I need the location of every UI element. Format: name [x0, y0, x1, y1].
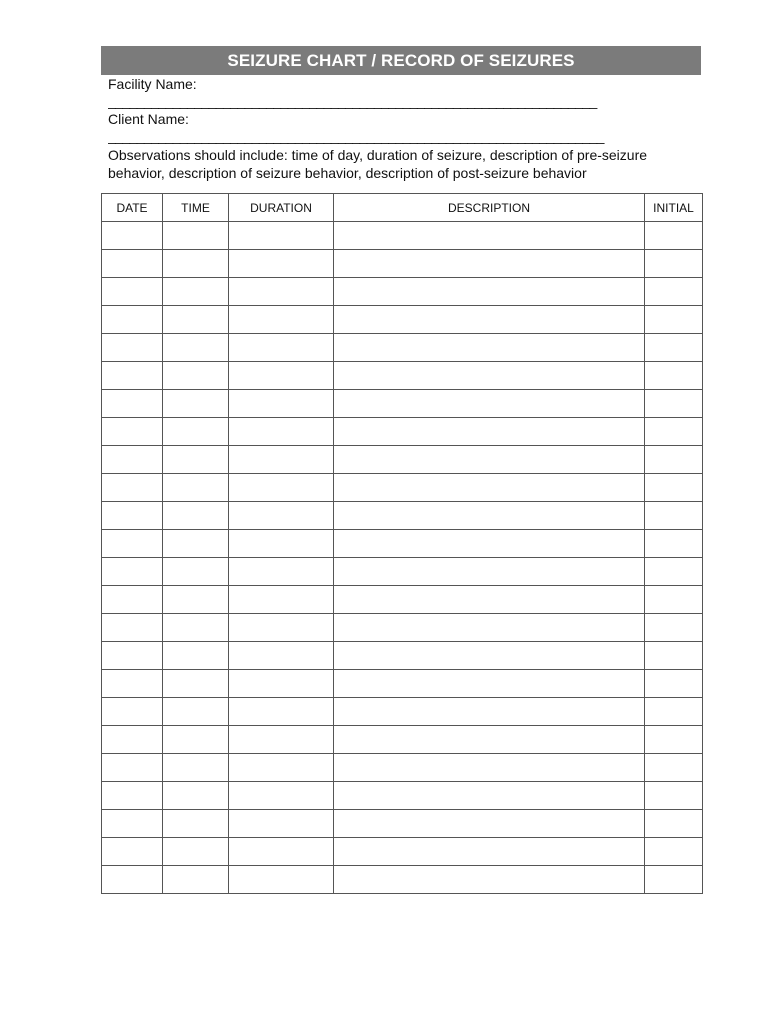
cell-initial[interactable]: [645, 586, 703, 614]
table-row: [102, 586, 703, 614]
observations-instructions: Observations should include: time of day, duration of seizure, description of pre-seizure behavior, description of seizure behavior, description of post-seizure behavior: [108, 147, 648, 181]
cell-duration[interactable]: [229, 474, 334, 502]
cell-time[interactable]: [163, 250, 229, 278]
cell-date[interactable]: [102, 866, 163, 894]
cell-date[interactable]: [102, 334, 163, 362]
cell-time[interactable]: [163, 698, 229, 726]
cell-initial[interactable]: [645, 418, 703, 446]
cell-date[interactable]: [102, 278, 163, 306]
cell-initial[interactable]: [645, 362, 703, 390]
cell-duration[interactable]: [229, 502, 334, 530]
form-title: SEIZURE CHART / RECORD OF SEIZURES: [101, 46, 701, 75]
cell-description[interactable]: [334, 642, 645, 670]
cell-initial[interactable]: [645, 614, 703, 642]
cell-date[interactable]: [102, 754, 163, 782]
cell-time[interactable]: [163, 502, 229, 530]
cell-date[interactable]: [102, 670, 163, 698]
cell-initial[interactable]: [645, 306, 703, 334]
cell-description[interactable]: [334, 698, 645, 726]
column-header-date: DATE: [102, 194, 163, 222]
table-row: [102, 250, 703, 278]
seizure-chart-form: [101, 46, 701, 182]
table-row: [102, 306, 703, 334]
cell-description[interactable]: [334, 418, 645, 446]
cell-initial[interactable]: [645, 250, 703, 278]
cell-initial[interactable]: [645, 866, 703, 894]
cell-description[interactable]: [334, 278, 645, 306]
cell-duration[interactable]: [229, 810, 334, 838]
table-row: [102, 558, 703, 586]
cell-duration[interactable]: [229, 558, 334, 586]
seizure-record-table: [101, 193, 703, 894]
cell-duration[interactable]: [229, 446, 334, 474]
cell-initial[interactable]: [645, 530, 703, 558]
facility-name-label: Facility Name:: [108, 76, 197, 92]
cell-duration[interactable]: [229, 642, 334, 670]
cell-time[interactable]: [163, 390, 229, 418]
cell-date[interactable]: [102, 530, 163, 558]
cell-initial[interactable]: [645, 390, 703, 418]
cell-date[interactable]: [102, 810, 163, 838]
cell-duration[interactable]: [229, 530, 334, 558]
table-row: [102, 390, 703, 418]
cell-time[interactable]: [163, 530, 229, 558]
cell-time[interactable]: [163, 306, 229, 334]
table-header-row: [102, 194, 703, 222]
cell-initial[interactable]: [645, 642, 703, 670]
cell-duration[interactable]: [229, 866, 334, 894]
facility-name-line[interactable]: ____________________________________________________________________: [108, 93, 597, 109]
cell-duration[interactable]: [229, 754, 334, 782]
cell-time[interactable]: [163, 222, 229, 250]
table-row: [102, 502, 703, 530]
cell-description[interactable]: [334, 222, 645, 250]
table-row: [102, 810, 703, 838]
cell-description[interactable]: [334, 586, 645, 614]
cell-initial[interactable]: [645, 334, 703, 362]
client-name-line[interactable]: _____________________________________________________________________: [108, 128, 604, 144]
cell-duration[interactable]: [229, 362, 334, 390]
cell-time[interactable]: [163, 810, 229, 838]
table-row: [102, 698, 703, 726]
cell-time[interactable]: [163, 614, 229, 642]
cell-date[interactable]: [102, 222, 163, 250]
client-name-label: Client Name:: [108, 111, 189, 127]
table-row: [102, 838, 703, 866]
cell-time[interactable]: [163, 838, 229, 866]
cell-date[interactable]: [102, 418, 163, 446]
cell-time[interactable]: [163, 726, 229, 754]
cell-initial[interactable]: [645, 502, 703, 530]
cell-date[interactable]: [102, 446, 163, 474]
cell-description[interactable]: [334, 754, 645, 782]
cell-duration[interactable]: [229, 334, 334, 362]
cell-time[interactable]: [163, 642, 229, 670]
cell-date[interactable]: [102, 558, 163, 586]
cell-initial[interactable]: [645, 278, 703, 306]
column-header-description: DESCRIPTION: [334, 194, 645, 222]
cell-duration[interactable]: [229, 670, 334, 698]
table-row: [102, 446, 703, 474]
column-header-initial: INITIAL: [645, 194, 703, 222]
cell-date[interactable]: [102, 838, 163, 866]
cell-time[interactable]: [163, 474, 229, 502]
cell-description[interactable]: [334, 866, 645, 894]
cell-date[interactable]: [102, 642, 163, 670]
cell-initial[interactable]: [645, 782, 703, 810]
table-row: [102, 278, 703, 306]
table-body: [102, 222, 703, 894]
cell-initial[interactable]: [645, 446, 703, 474]
cell-duration[interactable]: [229, 306, 334, 334]
cell-initial[interactable]: [645, 558, 703, 586]
cell-description[interactable]: [334, 726, 645, 754]
cell-time[interactable]: [163, 362, 229, 390]
cell-time[interactable]: [163, 418, 229, 446]
cell-time[interactable]: [163, 334, 229, 362]
table-row: [102, 530, 703, 558]
cell-initial[interactable]: [645, 670, 703, 698]
cell-time[interactable]: [163, 558, 229, 586]
cell-description[interactable]: [334, 390, 645, 418]
cell-duration[interactable]: [229, 250, 334, 278]
table-row: [102, 642, 703, 670]
cell-date[interactable]: [102, 782, 163, 810]
cell-duration[interactable]: [229, 726, 334, 754]
cell-description[interactable]: [334, 334, 645, 362]
cell-initial[interactable]: [645, 726, 703, 754]
cell-description[interactable]: [334, 446, 645, 474]
cell-duration[interactable]: [229, 586, 334, 614]
column-header-time: TIME: [163, 194, 229, 222]
table-row: [102, 362, 703, 390]
cell-description[interactable]: [334, 474, 645, 502]
cell-duration[interactable]: [229, 278, 334, 306]
cell-time[interactable]: [163, 278, 229, 306]
cell-duration[interactable]: [229, 614, 334, 642]
cell-initial[interactable]: [645, 222, 703, 250]
cell-date[interactable]: [102, 250, 163, 278]
cell-description[interactable]: [334, 306, 645, 334]
cell-description[interactable]: [334, 838, 645, 866]
cell-description[interactable]: [334, 250, 645, 278]
cell-date[interactable]: [102, 306, 163, 334]
cell-description[interactable]: [334, 530, 645, 558]
cell-description[interactable]: [334, 362, 645, 390]
table-row: [102, 670, 703, 698]
cell-description[interactable]: [334, 810, 645, 838]
cell-initial[interactable]: [645, 474, 703, 502]
table-row: [102, 726, 703, 754]
cell-duration[interactable]: [229, 782, 334, 810]
cell-time[interactable]: [163, 754, 229, 782]
table-row: [102, 754, 703, 782]
cell-time[interactable]: [163, 866, 229, 894]
cell-time[interactable]: [163, 446, 229, 474]
column-header-duration: DURATION: [229, 194, 334, 222]
cell-duration[interactable]: [229, 838, 334, 866]
cell-description[interactable]: [334, 502, 645, 530]
cell-date[interactable]: [102, 586, 163, 614]
cell-date[interactable]: [102, 362, 163, 390]
cell-initial[interactable]: [645, 838, 703, 866]
cell-duration[interactable]: [229, 418, 334, 446]
cell-description[interactable]: [334, 782, 645, 810]
cell-initial[interactable]: [645, 698, 703, 726]
cell-time[interactable]: [163, 670, 229, 698]
table-row: [102, 866, 703, 894]
cell-time[interactable]: [163, 782, 229, 810]
cell-date[interactable]: [102, 726, 163, 754]
cell-date[interactable]: [102, 502, 163, 530]
cell-description[interactable]: [334, 670, 645, 698]
cell-duration[interactable]: [229, 698, 334, 726]
table-row: [102, 418, 703, 446]
table-row: [102, 474, 703, 502]
table-row: [102, 782, 703, 810]
cell-initial[interactable]: [645, 754, 703, 782]
cell-time[interactable]: [163, 586, 229, 614]
cell-date[interactable]: [102, 474, 163, 502]
table-row: [102, 614, 703, 642]
cell-description[interactable]: [334, 558, 645, 586]
cell-duration[interactable]: [229, 390, 334, 418]
cell-date[interactable]: [102, 390, 163, 418]
cell-duration[interactable]: [229, 222, 334, 250]
table-row: [102, 334, 703, 362]
cell-initial[interactable]: [645, 810, 703, 838]
cell-date[interactable]: [102, 698, 163, 726]
cell-description[interactable]: [334, 614, 645, 642]
table-row: [102, 222, 703, 250]
cell-date[interactable]: [102, 614, 163, 642]
